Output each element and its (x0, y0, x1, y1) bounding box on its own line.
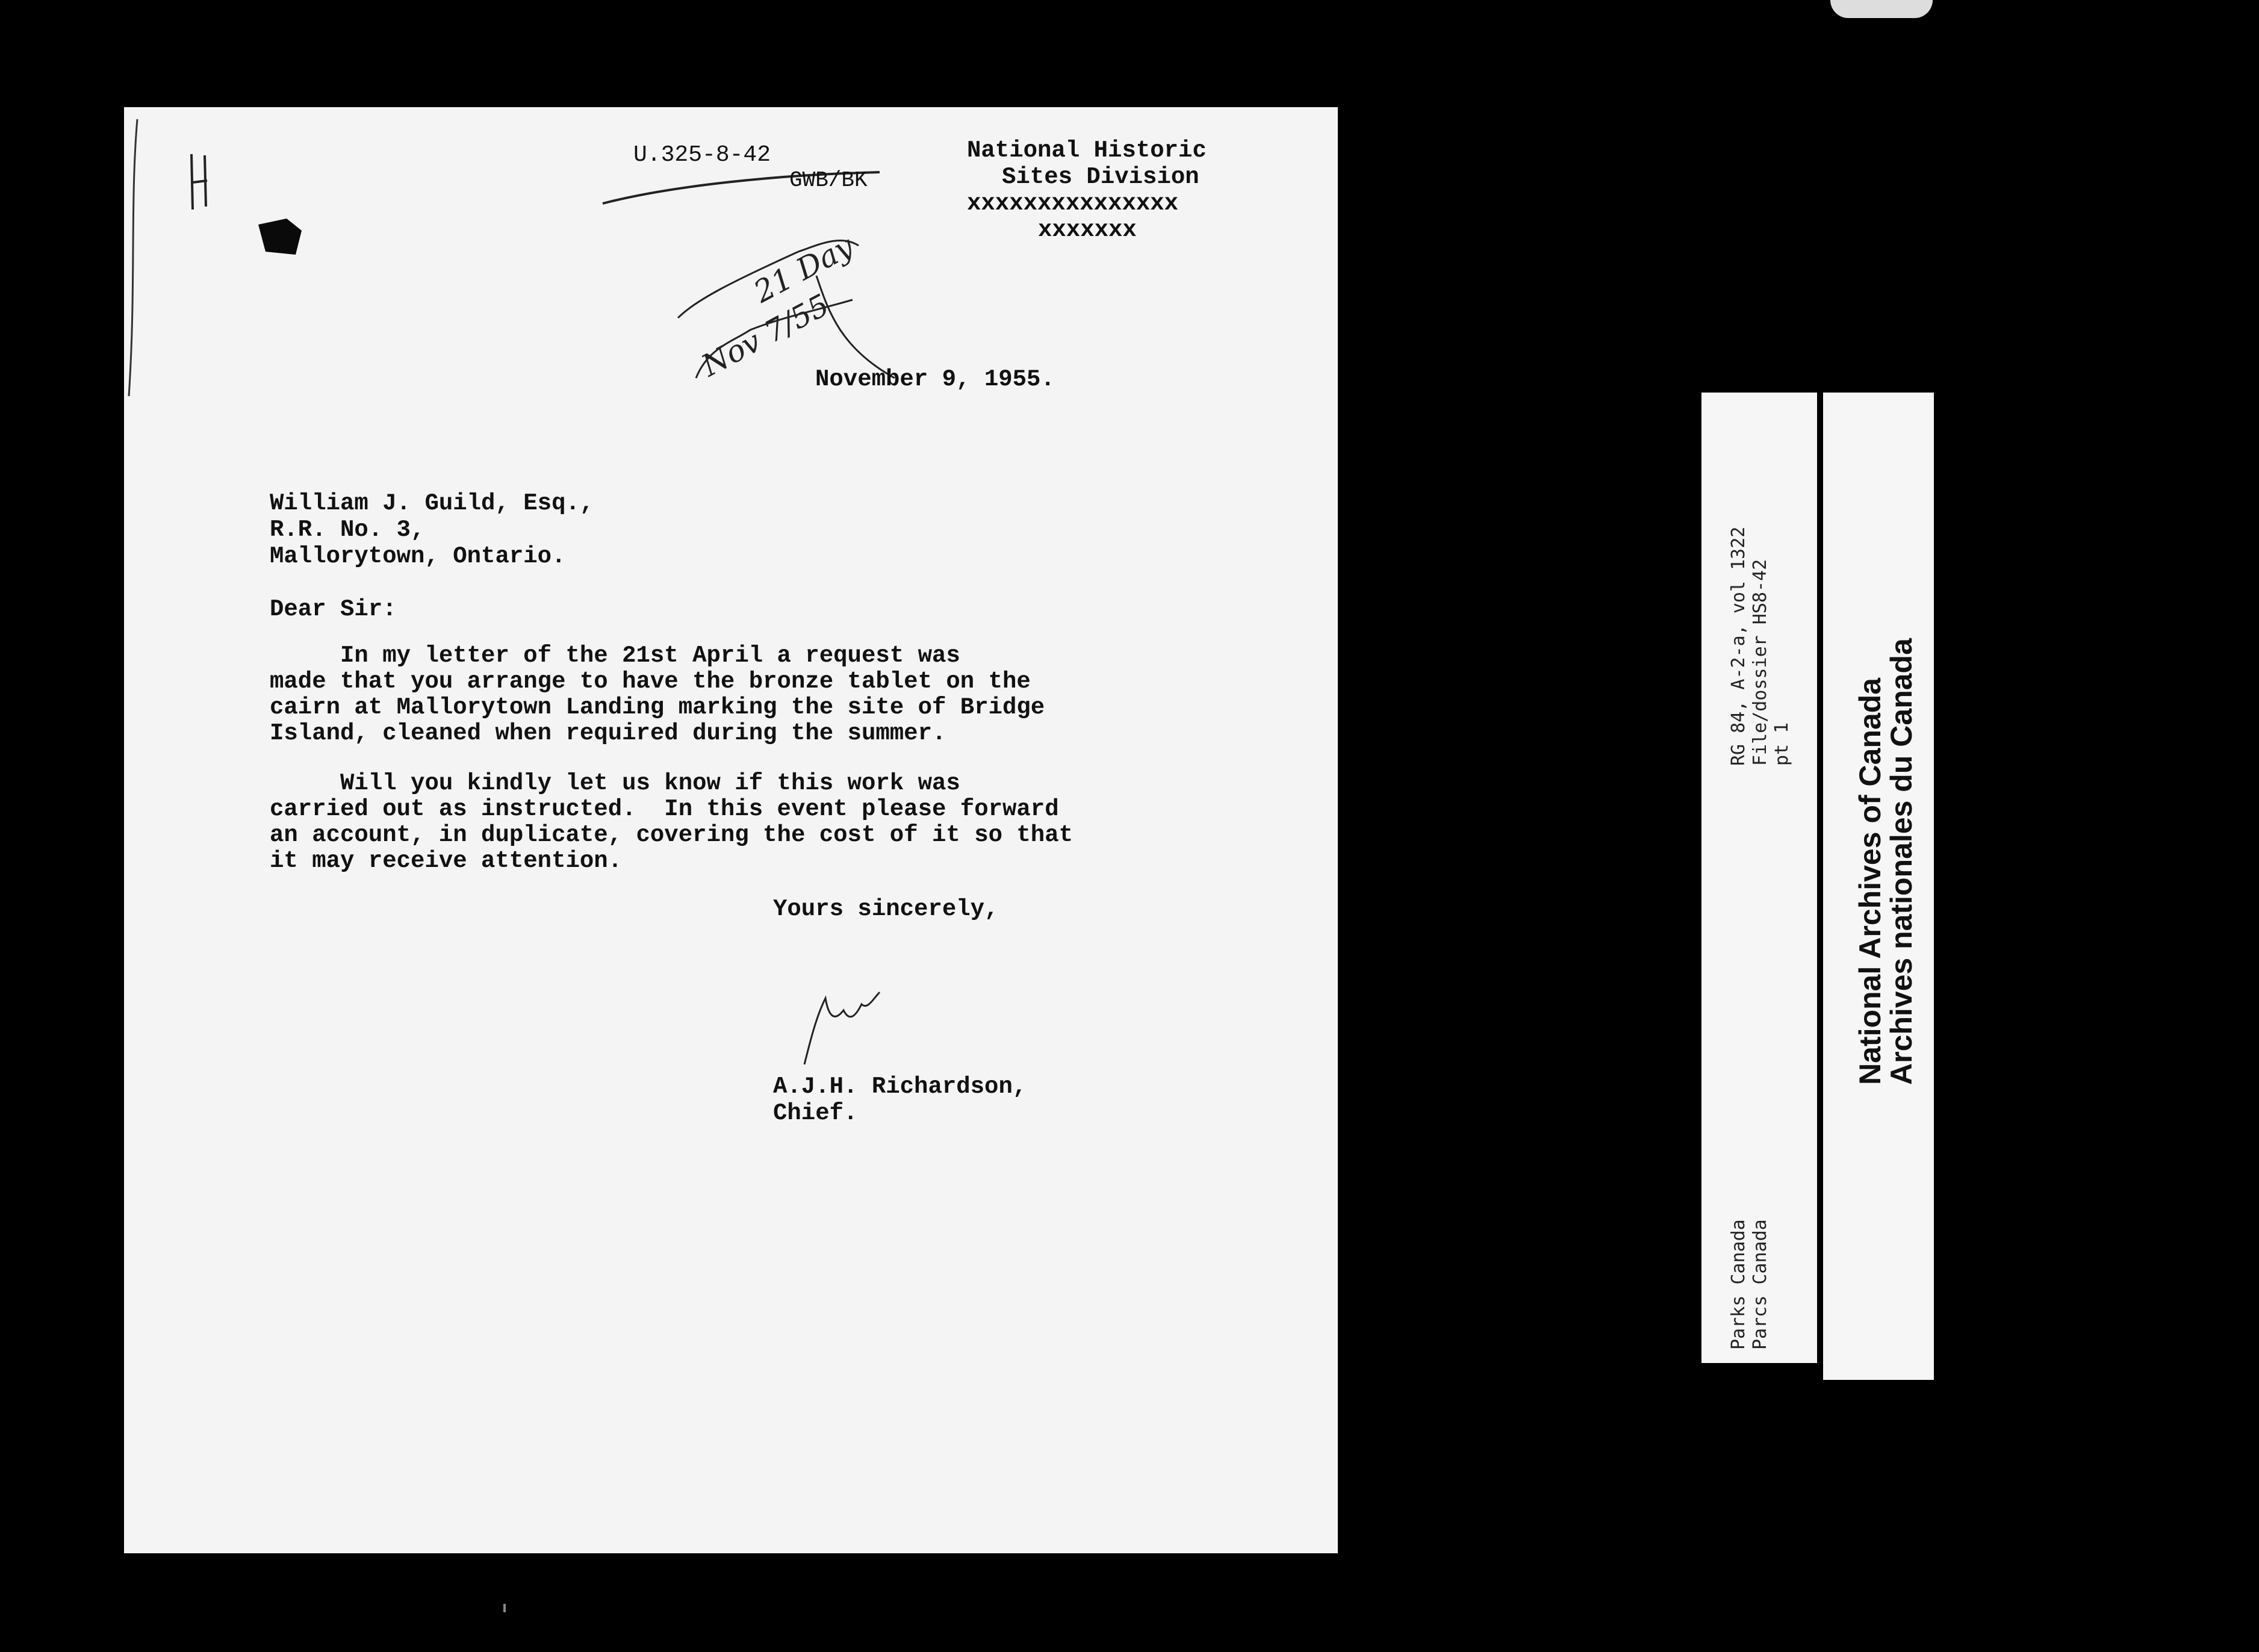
recipient-address (270, 490, 594, 570)
closing: Yours sincerely, (773, 896, 999, 922)
recipient-line-2: R.R. No. 3, (270, 517, 425, 543)
page-fold-mark (124, 107, 160, 468)
paragraph-1-line-3: cairn at Mallorytown Landing marking the site of Bridge (270, 694, 1045, 721)
top-edge-artifact (1830, 0, 1933, 18)
division-line-3: xxxxxxxxxxxxxxx (967, 190, 1179, 217)
source-line-2: Parcs Canada (1750, 1219, 1771, 1350)
source-line-1: Parks Canada (1728, 1219, 1749, 1350)
signer-title: Chief. (773, 1100, 858, 1126)
recipient-line-3: Mallorytown, Ontario. (270, 543, 566, 570)
file-number: U.325-8-42 (633, 142, 771, 168)
letter-page (124, 107, 1338, 1553)
body-paragraph-2 (270, 771, 1073, 874)
division-line-1: National Historic (967, 137, 1207, 164)
division-line-2: Sites Division (1002, 164, 1199, 190)
initials: GWB/BK (789, 168, 868, 193)
division-header (967, 137, 1207, 243)
bottom-dust-mark (503, 1604, 506, 1612)
body-paragraph-1 (270, 643, 1045, 747)
handwritten-note-date: Nov 7/55 (695, 287, 835, 384)
paragraph-2-line-1: Will you kindly let us know if this work was (270, 770, 960, 796)
reference-line-1: RG 84, A-2-a, vol 1322 (1728, 526, 1749, 766)
reference-line-3: pt 1 (1771, 722, 1792, 766)
recipient-line-1: William J. Guild, Esq., (270, 490, 594, 517)
letter-date: November 9, 1955. (815, 366, 1055, 393)
paragraph-1-line-4: Island, cleaned when required during the summer. (270, 720, 946, 747)
division-line-4: xxxxxxx (1038, 217, 1137, 243)
paragraph-1-line-2: made that you arrange to have the bronze tablet on the (270, 668, 1031, 695)
handwritten-note-top: 21 Day (748, 228, 859, 310)
paragraph-1-line-1: In my letter of the 21st April a request was (270, 642, 960, 669)
archive-name-en: National Archives of Canada (1853, 677, 1887, 1085)
archive-name-fr: Archives nationales du Canada (1885, 638, 1918, 1085)
signature-initials (792, 980, 889, 1076)
salutation: Dear Sir: (270, 596, 397, 623)
margin-mark (184, 149, 214, 216)
handwritten-note (660, 228, 937, 384)
signer-name: A.J.H. Richardson, (773, 1073, 1027, 1100)
paragraph-2-line-4: it may receive attention. (270, 848, 623, 874)
paragraph-2-line-3: an account, in duplicate, covering the cost of it so that (270, 822, 1074, 848)
ink-blot (253, 213, 308, 261)
archive-reference-label (1701, 393, 1817, 1363)
reference-line-2: File/dossier HS8-42 (1750, 559, 1771, 766)
signature-scribble (792, 980, 889, 1076)
paragraph-2-line-2: carried out as instructed. In this event please forward (270, 796, 1059, 822)
archive-name-label (1823, 393, 1934, 1380)
